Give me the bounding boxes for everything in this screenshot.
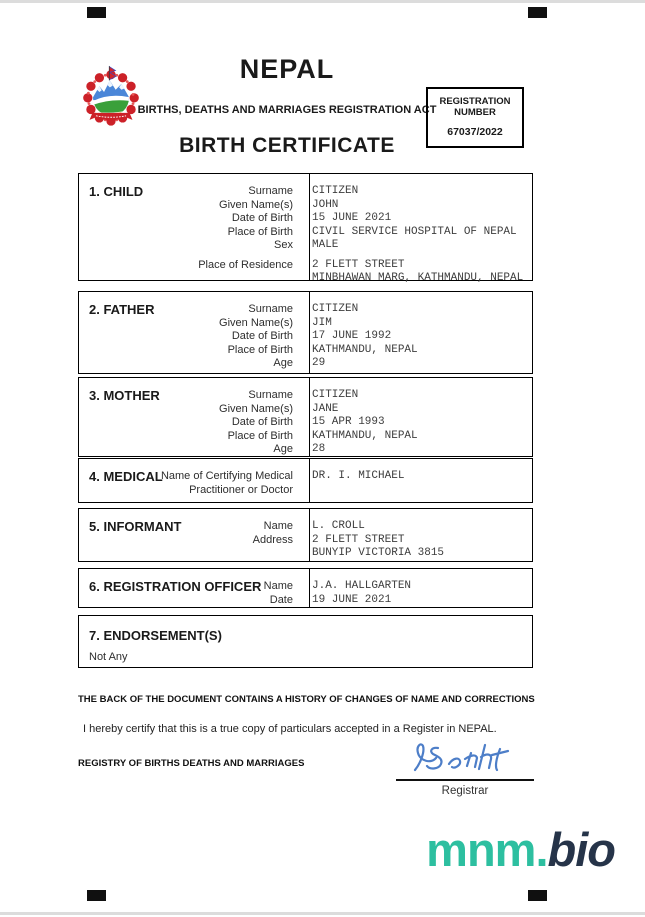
section-father xyxy=(78,291,533,374)
act-title: BIRTHS, DEATHS AND MARRIAGES REGISTRATION ACT xyxy=(137,104,437,116)
field-row: BUNYIP VICTORIA 3815 xyxy=(312,547,445,559)
registration-number-value: 67037/2022 xyxy=(447,126,503,138)
section-divider xyxy=(309,292,310,373)
field-row: Surname CITIZEN xyxy=(248,303,359,315)
back-of-document-note: THE BACK OF THE DOCUMENT CONTAINS A HISTORY OF CHANGES OF NAME AND CORRECTIONS xyxy=(78,694,535,705)
field-row: Place of Birth KATHMANDU, NEPAL xyxy=(227,429,418,442)
field-row: Place of Residence 2 FLETT STREET xyxy=(198,258,405,271)
field-row: Given Name(s) JOHN xyxy=(219,198,339,211)
registration-number-label: REGISTRATION NUMBER xyxy=(439,96,511,118)
watermark-primary: mnm. xyxy=(426,823,548,876)
section-endorsements xyxy=(78,615,533,668)
section-endorsements-title: 7. ENDORSEMENT(S) xyxy=(89,628,222,643)
scan-mark-bottom-left xyxy=(87,890,106,901)
field-row: Given Name(s) JIM xyxy=(219,316,332,329)
section-mother-title: 3. MOTHER xyxy=(89,388,160,403)
nepal-coat-of-arms-icon xyxy=(82,62,140,136)
field-row: Date of Birth 15 JUNE 2021 xyxy=(231,212,392,224)
scan-mark-top-right xyxy=(528,7,547,18)
field-row: Sex MALE xyxy=(274,239,339,251)
field-row: Name J.A. HALLGARTEN xyxy=(263,580,412,592)
mnm-bio-watermark xyxy=(426,822,615,877)
field-row: Age 28 xyxy=(273,443,326,455)
field-row: Name L. CROLL xyxy=(263,520,365,532)
section-divider xyxy=(309,569,310,607)
section-divider xyxy=(309,174,310,280)
field-row: Date of Birth 17 JUNE 1992 xyxy=(231,330,392,342)
field-row: MINBHAWAN MARG, KATHMANDU, NEPAL xyxy=(312,272,524,284)
registrar-signature-block xyxy=(395,740,535,797)
scan-mark-top-left xyxy=(87,7,106,18)
section-father-title: 2. FATHER xyxy=(89,302,155,317)
field-row: Surname CITIZEN xyxy=(248,389,359,401)
signature-line xyxy=(396,779,534,781)
field-row: Place of Birth CIVIL SERVICE HOSPITAL OF NEPAL xyxy=(227,225,517,238)
field-row: Address 2 FLETT STREET xyxy=(252,533,405,546)
page-top-border xyxy=(0,0,645,3)
section-child-title: 1. CHILD xyxy=(89,184,144,199)
section-mother xyxy=(78,377,533,457)
field-row: Date 19 JUNE 2021 xyxy=(269,593,392,606)
certificate-title: BIRTH CERTIFICATE xyxy=(179,134,395,157)
field-row: Practitioner or Doctor xyxy=(189,483,293,496)
page-bottom-border xyxy=(0,912,645,915)
section-divider xyxy=(309,459,310,502)
section-informant xyxy=(78,508,533,562)
field-row: Place of Birth KATHMANDU, NEPAL xyxy=(227,343,418,356)
certification-statement: I hereby certify that this is a true copy of particulars accepted in a Register in NEPAL. xyxy=(83,723,497,735)
section-medical-title: 4. MEDICAL xyxy=(89,469,163,484)
section-child xyxy=(78,173,533,284)
country-title: NEPAL xyxy=(239,54,335,84)
section-informant-title: 5. INFORMANT xyxy=(89,519,182,534)
registry-title: REGISTRY OF BIRTHS DEATHS AND MARRIAGES xyxy=(78,758,305,769)
section-medical xyxy=(78,458,533,503)
watermark-secondary: bio xyxy=(547,823,615,876)
scan-mark-bottom-right xyxy=(528,890,547,901)
field-row: Date of Birth 15 APR 1993 xyxy=(231,416,385,428)
field-row: Given Name(s) JANE xyxy=(219,402,339,415)
section-divider xyxy=(309,509,310,561)
section-divider xyxy=(309,378,310,456)
endorsements-note: Not Any xyxy=(89,651,128,663)
registrar-label: Registrar xyxy=(441,784,489,797)
registrar-signature xyxy=(405,740,525,778)
field-row: Surname CITIZEN xyxy=(248,185,359,197)
field-row: Name of Certifying Medical DR. I. MICHAEL xyxy=(160,470,405,482)
section-registration-officer-title: 6. REGISTRATION OFFICER xyxy=(89,579,262,594)
section-registration-officer xyxy=(78,568,533,608)
field-row: Age 29 xyxy=(273,357,326,369)
